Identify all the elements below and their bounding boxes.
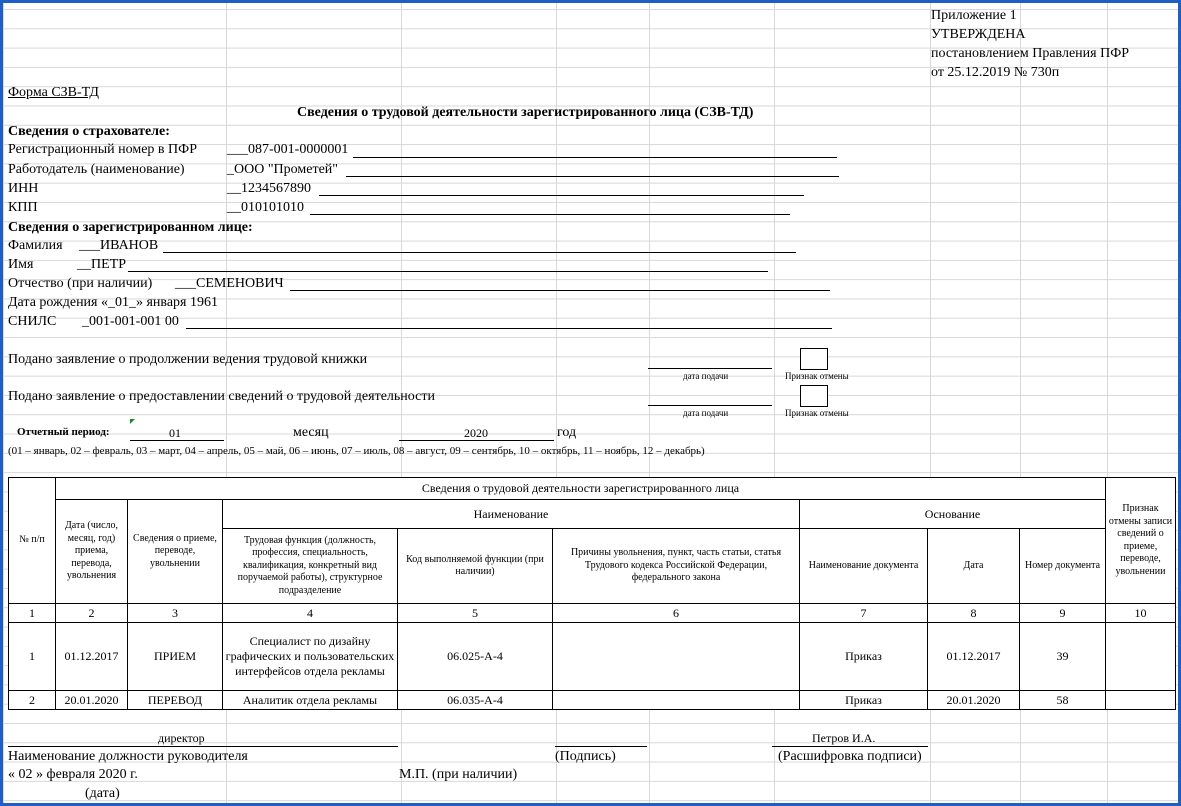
continue-date-caption: дата подачи xyxy=(683,371,729,381)
inn-label: ИНН xyxy=(8,181,39,196)
row-event: ПРИЕМ xyxy=(128,623,223,691)
row-code: 06.025-А-4 xyxy=(398,623,553,691)
row-date: 01.12.2017 xyxy=(56,623,128,691)
name-value: __ПЕТР xyxy=(77,257,126,272)
col-number: 2 xyxy=(56,604,128,623)
row-event: ПЕРЕВОД xyxy=(128,691,223,710)
header-date: Дата (число, месяц, год) приема, перевода, увольнения xyxy=(56,500,128,604)
kpp-underline xyxy=(310,214,790,215)
row-function: Аналитик отдела рекламы xyxy=(223,691,398,710)
table-row xyxy=(9,623,1176,691)
period-year-value: 2020 xyxy=(464,426,488,440)
position-value: директор xyxy=(158,731,205,745)
continue-date-line xyxy=(648,368,772,369)
row-cancel xyxy=(1106,691,1176,710)
position-line xyxy=(8,746,398,747)
sign-line xyxy=(555,746,647,747)
row-doc-name: Приказ xyxy=(800,691,928,710)
row-doc-number: 58 xyxy=(1020,691,1106,710)
provide-info-text: Подано заявление о предоставлении сведений о трудовой деятельности xyxy=(8,389,435,404)
patronymic-label: Отчество (при наличии) xyxy=(8,276,153,291)
sign-label: (Подпись) xyxy=(555,749,616,764)
employer-underline xyxy=(346,176,839,177)
signer-name-label: (Расшифровка подписи) xyxy=(778,749,922,764)
inn-underline xyxy=(319,195,804,196)
row-date: 20.01.2020 xyxy=(56,691,128,710)
period-month-label: месяц xyxy=(293,425,329,440)
reg-number-underline xyxy=(353,157,837,158)
patronymic-value: ___СЕМЕНОВИЧ xyxy=(175,276,284,291)
row-doc-date: 01.12.2017 xyxy=(928,623,1020,691)
header-cancel: Признак отмены записи сведений о приеме, переводе, увольнении xyxy=(1106,478,1176,604)
sign-date-caption: (дата) xyxy=(85,786,120,801)
kpp-value: __010101010 xyxy=(227,200,304,215)
row-reason xyxy=(553,691,800,710)
col-number: 5 xyxy=(398,604,553,623)
col-number: 1 xyxy=(9,604,56,623)
column-number-row xyxy=(9,604,1176,623)
signer-line xyxy=(772,746,928,747)
kpp-label: КПП xyxy=(8,200,38,215)
approval-line-3: постановлением Правления ПФР xyxy=(931,46,1130,61)
patronymic-underline xyxy=(290,290,830,291)
employer-label: Работодатель (наименование) xyxy=(8,162,185,177)
cell-comment-marker xyxy=(130,419,135,424)
stamp-label: М.П. (при наличии) xyxy=(399,767,518,782)
col-number: 7 xyxy=(800,604,928,623)
provide-date-line xyxy=(648,405,772,406)
header-basis: Основание xyxy=(800,500,1106,529)
reg-number-value: ___087-001-0000001 xyxy=(227,142,349,157)
period-month-line xyxy=(130,440,224,441)
header-doc-name: Наименование документа xyxy=(800,529,928,604)
sign-date: « 02 » февраля 2020 г. xyxy=(8,767,138,782)
document-title: Сведения о трудовой деятельности зарегистрированного лица (СЗВ-ТД) xyxy=(297,105,754,120)
signer-name: Петров И.А. xyxy=(812,731,876,745)
col-number: 6 xyxy=(553,604,800,623)
col-number: 8 xyxy=(928,604,1020,623)
period-year-line xyxy=(399,440,554,441)
header-doc-number: Номер документа xyxy=(1020,529,1106,604)
continue-cancel-box xyxy=(800,348,828,370)
approval-line-2: УТВЕРЖДЕНА xyxy=(931,27,1026,42)
provide-cancel-box xyxy=(800,385,828,407)
header-event: Сведения о приеме, переводе, увольнении xyxy=(128,500,223,604)
continue-cancel-caption: Признак отмены xyxy=(785,371,849,381)
row-doc-name: Приказ xyxy=(800,623,928,691)
employer-value: _ООО "Прометей" xyxy=(227,162,339,177)
inn-value: __1234567890 xyxy=(227,181,311,196)
approval-line-1: Приложение 1 xyxy=(931,8,1017,23)
position-label: Наименование должности руководителя xyxy=(8,749,248,764)
form-name: Форма СЗВ-ТД xyxy=(8,85,99,100)
row-doc-number: 39 xyxy=(1020,623,1106,691)
row-number: 2 xyxy=(9,691,56,710)
row-cancel xyxy=(1106,623,1176,691)
reg-number-label: Регистрационный номер в ПФР xyxy=(8,142,197,157)
row-number: 1 xyxy=(9,623,56,691)
surname-value: ___ИВАНОВ xyxy=(79,238,159,253)
period-legend: (01 – январь, 02 – февраль, 03 – март, 04 – апрель, 05 – май, 06 – июнь, 07 – июль, 08 – август, 09 – сентябрь, 10 – октябрь, 11 – ноябрь, 12 – декабрь) xyxy=(8,445,705,457)
period-year-label: год xyxy=(557,425,577,440)
header-doc-date: Дата xyxy=(928,529,1020,604)
provide-date-caption: дата подачи xyxy=(683,408,729,418)
name-underline xyxy=(128,271,768,272)
row-code: 06.035-А-4 xyxy=(398,691,553,710)
header-code: Код выполняемой функции (при наличии) xyxy=(398,529,553,604)
col-number: 4 xyxy=(223,604,398,623)
row-function: Специалист по дизайну графических и пользовательских интерфейсов отдела рекламы xyxy=(223,623,398,691)
snils-value: _001-001-001 00 xyxy=(82,314,179,329)
header-naming: Наименование xyxy=(223,500,800,529)
surname-underline xyxy=(163,252,796,253)
col-number: 10 xyxy=(1106,604,1176,623)
snils-label: СНИЛС xyxy=(8,314,57,329)
col-number: 9 xyxy=(1020,604,1106,623)
header-number: № п/п xyxy=(9,478,56,604)
row-doc-date: 20.01.2020 xyxy=(928,691,1020,710)
insurer-heading: Сведения о страхователе: xyxy=(8,124,170,139)
work-history-table xyxy=(8,477,1176,710)
header-reasons: Причины увольнения, пункт, часть статьи, статья Трудового кодекса Российской Федерации, федерального закона xyxy=(553,529,800,604)
row-reason xyxy=(553,623,800,691)
period-month-value: 01 xyxy=(169,426,181,440)
snils-underline xyxy=(186,328,832,329)
name-label: Имя xyxy=(8,257,34,272)
header-function: Трудовая функция (должность, профессия, специальность, квалификация, конкретный вид поручаемой работы), структурное подразделение xyxy=(223,529,398,604)
continue-book-text: Подано заявление о продолжении ведения трудовой книжки xyxy=(8,352,368,367)
table-row xyxy=(9,691,1176,710)
col-number: 3 xyxy=(128,604,223,623)
birth-date: Дата рождения «_01_» января 1961 xyxy=(8,295,218,310)
header-group: Сведения о трудовой деятельности зарегистрированного лица xyxy=(56,478,1106,500)
approval-line-4: от 25.12.2019 № 730п xyxy=(931,65,1060,80)
surname-label: Фамилия xyxy=(8,238,63,253)
period-label: Отчетный период: xyxy=(17,426,110,438)
person-heading: Сведения о зарегистрированном лице: xyxy=(8,220,253,235)
provide-cancel-caption: Признак отмены xyxy=(785,408,849,418)
